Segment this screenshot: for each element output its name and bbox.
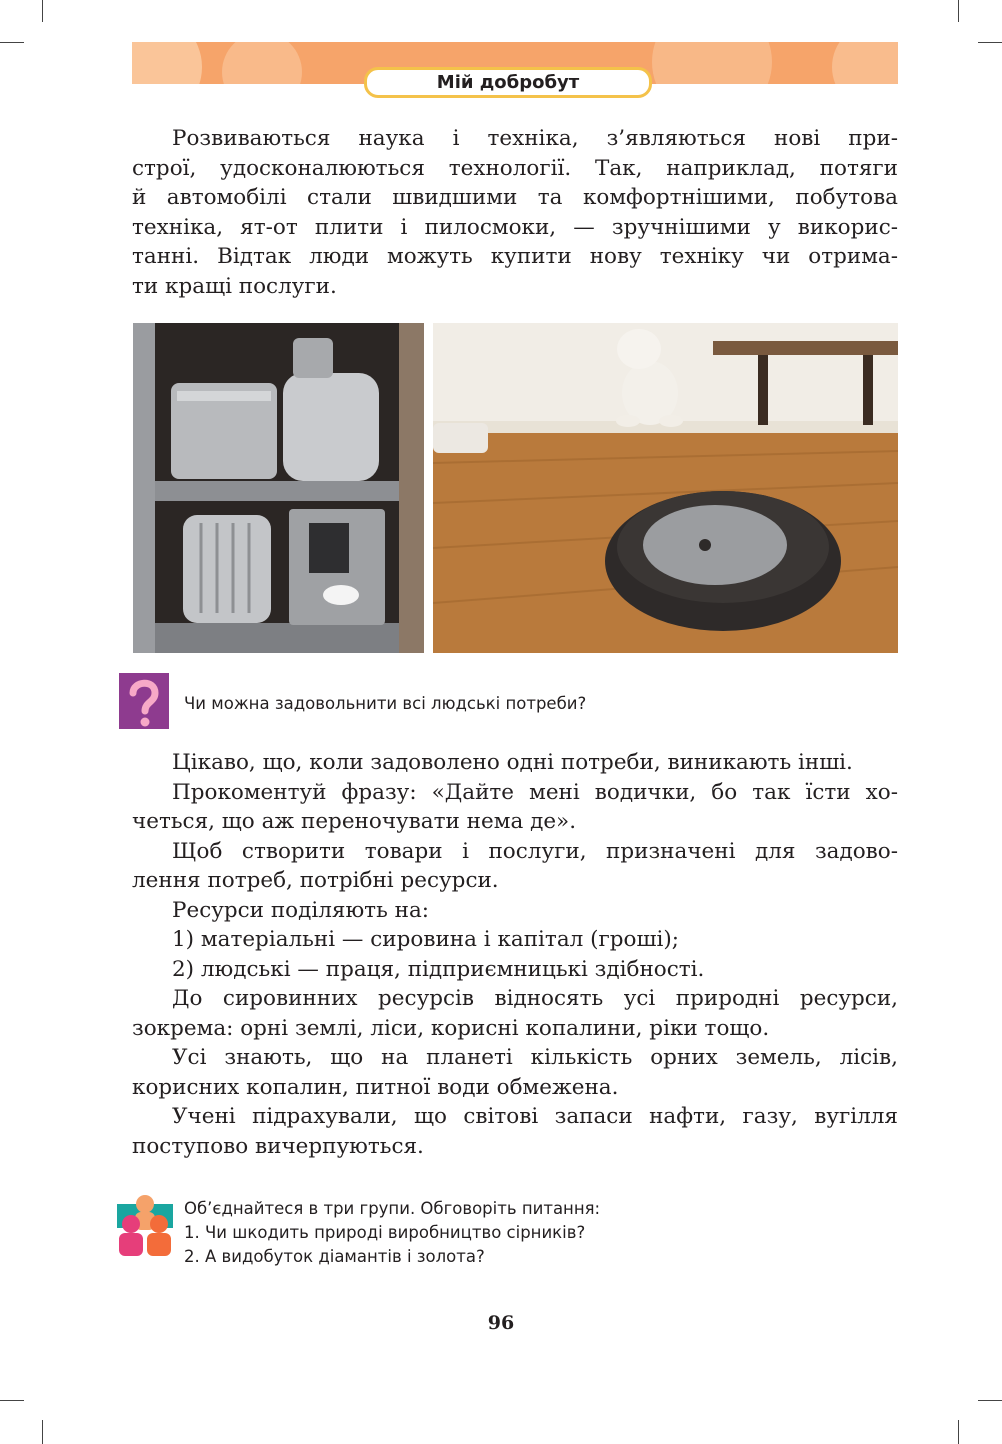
intro-paragraph: [132, 124, 898, 301]
text-line: техніка, ят-от плити і пилосмоки, — зручнішими у викорис-: [132, 214, 898, 240]
text-line: лення потреб, потрібні ресурси.: [132, 868, 499, 893]
text-line: строї, удосконалюються технології. Так, наприклад, потяги: [132, 155, 898, 181]
text-line: Щоб створити товари і послуги, призначені для задово-: [172, 838, 898, 864]
crop-mark: [958, 1420, 959, 1444]
text-line: ти кращі послуги.: [132, 273, 337, 299]
robot-vacuum-photo: [433, 323, 898, 653]
text-line: поступово вичерпуються.: [132, 1133, 424, 1159]
text-line: Прокоментуй фразу: «Дайте мені водички, бо так їсти хо-: [172, 779, 898, 805]
page-number: 96: [487, 1312, 515, 1334]
section-title: Мій добробут: [364, 67, 652, 98]
text-line: зокрема: орні землі, ліси, корисні копалини, ріки тощо.: [132, 1015, 770, 1041]
text-line: Учені підрахували, що світові запаси нафти, газу, вугілля: [172, 1104, 898, 1129]
text-line: корисних копалин, питної води обмежена.: [132, 1074, 619, 1100]
text-line: Ресурси поділяють на:: [172, 897, 430, 923]
crop-mark: [978, 42, 1002, 43]
text-line: танні. Відтак люди можуть купити нову техніку чи отрима-: [132, 244, 898, 269]
crop-mark: [0, 1400, 24, 1401]
group-task-line: Об’єднайтеся в три групи. Обговоріть питання:: [184, 1199, 601, 1218]
group-task-line: 2. А видобуток діамантів і золота?: [184, 1247, 485, 1266]
group-task-line: 1. Чи шкодить природі виробництво сірників?: [184, 1223, 586, 1242]
text-line: Цікаво, що, коли задоволено одні потреби, виникають інші.: [172, 750, 853, 775]
body-paragraphs: [132, 748, 898, 1161]
question-text: Чи можна задовольнити всі людські потреби?: [184, 694, 587, 713]
crop-mark: [0, 42, 24, 43]
question-icon: [119, 673, 169, 729]
text-line: четься, що аж переночувати нема де».: [132, 809, 577, 834]
crop-mark: [978, 1400, 1002, 1401]
text-line: Розвиваються наука і техніка, з’являються нові при-: [172, 126, 898, 151]
group-people-icon: [117, 1194, 173, 1256]
kitchen-appliances-photo: [133, 323, 424, 653]
crop-mark: [958, 0, 959, 22]
banner-decoration: [652, 42, 772, 84]
text-line: Усі знають, що на планеті кількість орних земель, лісів,: [172, 1045, 898, 1070]
banner-decoration: [132, 42, 202, 84]
body-block: [132, 748, 898, 1161]
text-line: 1) матеріальні — сировина і капітал (гроші);: [172, 927, 679, 952]
text-line: й автомобілі стали швидшими та комфортнішими, побутова: [132, 185, 898, 210]
text-line: 2) людські — праця, підприємницькі здібності.: [172, 956, 705, 982]
text-line: До сировинних ресурсів відносять усі природні ресурси,: [172, 986, 898, 1011]
crop-mark: [42, 1420, 43, 1444]
banner-decoration: [832, 42, 898, 84]
banner-decoration: [222, 42, 302, 84]
intro-block: [132, 124, 898, 301]
crop-mark: [42, 0, 43, 22]
